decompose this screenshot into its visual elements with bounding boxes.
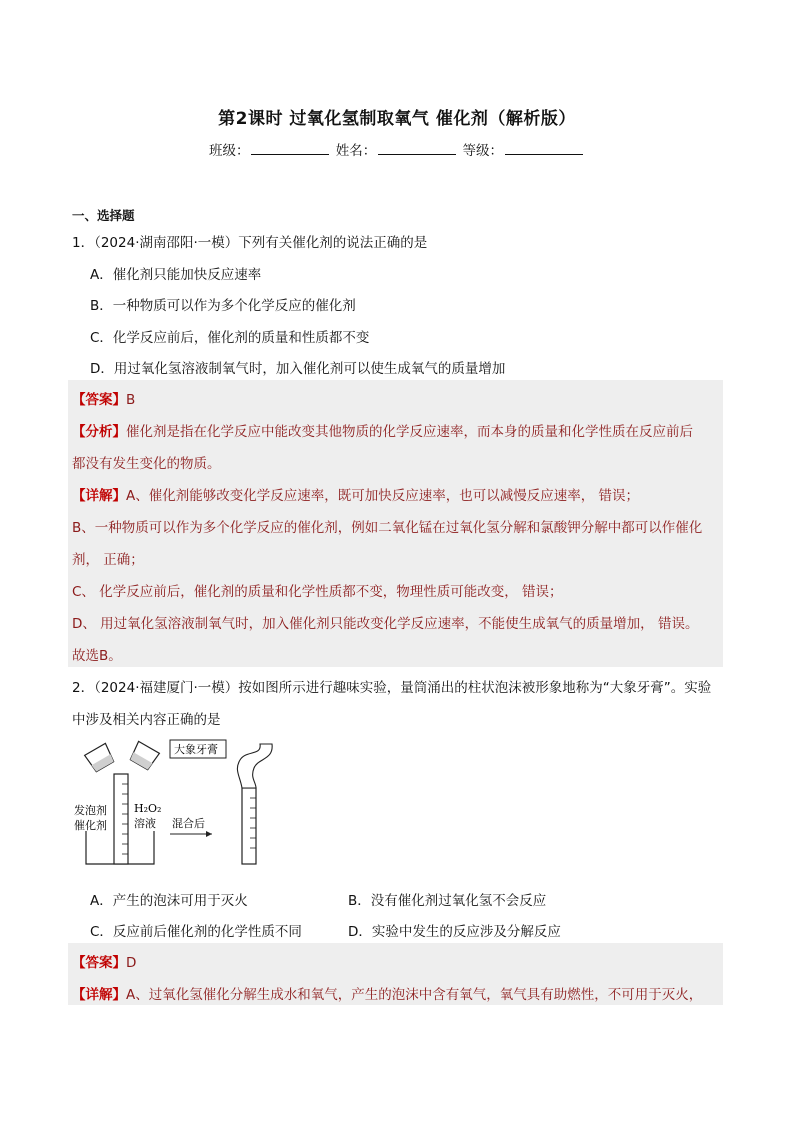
student-info-line bbox=[0, 139, 794, 159]
page-title: 第2课时 过氧化氢制取氧气 催化剂（解析版） bbox=[218, 109, 576, 129]
name-blank[interactable] bbox=[378, 142, 456, 155]
q1-detail-line-5: D、 用过氧化氢溶液制氧气时，加入催化剂只能改变化学反应速率，不能使生成氧气的质量增加， 错误。 bbox=[72, 616, 699, 632]
left-pouring-beaker-icon bbox=[85, 743, 116, 772]
label-toothpaste: 大象牙膏 bbox=[174, 743, 218, 756]
q2-answer bbox=[72, 951, 136, 971]
class-label: 班级： bbox=[208, 143, 250, 159]
detail-tag: 【详解】 bbox=[72, 488, 126, 504]
cylinder-icon bbox=[114, 774, 128, 864]
q1-detail-line-2: B、一种物质可以作为多个化学反应的催化剂，例如二氧化锰在过氧化氢分解和氯酸钾分解中都可以作催化 bbox=[72, 520, 703, 536]
q2-option-c: C．反应前后催化剂的化学性质不同 bbox=[90, 924, 302, 940]
grade-label: 等级： bbox=[462, 143, 504, 159]
right-pouring-beaker-icon bbox=[129, 741, 160, 770]
answer-value: D bbox=[126, 955, 137, 971]
q1-detail-line bbox=[72, 484, 639, 504]
q1-option-a: A．催化剂只能加快反应速率 bbox=[90, 267, 262, 283]
section-heading: 一、选择题 bbox=[72, 208, 135, 223]
q1-detail-line-4: C、 化学反应前后，催化剂的质量和化学性质都不变，物理性质可能改变， 错误； bbox=[72, 584, 563, 600]
q2-stem-2: 中涉及相关内容正确的是 bbox=[72, 712, 221, 728]
analysis-tag: 【分析】 bbox=[72, 424, 126, 440]
label-h2o2: H₂O₂ bbox=[134, 802, 162, 815]
q1-analysis-line-2: 都没有发生变化的物质。 bbox=[72, 456, 221, 472]
q1-detail-line-6: 故选B。 bbox=[72, 648, 122, 664]
label-solution: 溶液 bbox=[134, 817, 156, 830]
q2-option-a: A．产生的泡沫可用于灭火 bbox=[90, 893, 248, 909]
label-catalyst: 催化剂 bbox=[74, 819, 107, 832]
label-mixed: 混合后 bbox=[172, 817, 205, 830]
q2-stem: 2．（2024·福建厦门·一模）按如图所示进行趣味实验，量筒涌出的柱状泡沫被形象地称为“大象牙膏”。实验 bbox=[72, 680, 712, 696]
grade-blank[interactable] bbox=[505, 142, 583, 155]
answer-value: B bbox=[126, 392, 136, 408]
q2-detail-line bbox=[72, 983, 702, 1003]
detail-tag: 【详解】 bbox=[72, 987, 126, 1003]
experiment-figure bbox=[72, 736, 282, 866]
q2-option-d: D．实验中发生的反应涉及分解反应 bbox=[348, 924, 561, 940]
label-foaming: 发泡剂 bbox=[74, 804, 107, 817]
class-blank[interactable] bbox=[251, 142, 329, 155]
answer-tag: 【答案】 bbox=[72, 392, 126, 408]
answer-tag: 【答案】 bbox=[72, 955, 126, 971]
q1-detail-line-3: 剂， 正确； bbox=[72, 552, 144, 568]
q1-answer bbox=[72, 388, 135, 408]
name-label: 姓名： bbox=[335, 143, 377, 159]
q1-option-c: C．化学反应前后，催化剂的质量和性质都不变 bbox=[90, 330, 370, 346]
q1-option-d: D．用过氧化氢溶液制氧气时，加入催化剂可以使生成氧气的质量增加 bbox=[90, 361, 506, 377]
q2-option-b: B．没有催化剂过氧化氢不会反应 bbox=[348, 893, 547, 909]
foam-icon bbox=[237, 744, 272, 788]
q1-analysis-line bbox=[72, 420, 693, 440]
q1-stem: 1．（2024·湖南邵阳·一模）下列有关催化剂的说法正确的是 bbox=[72, 235, 428, 251]
foam-cylinder-icon bbox=[242, 788, 256, 864]
analysis-text: 催化剂是指在化学反应中能改变其他物质的化学反应速率，而本身的质量和化学性质在反应前后 bbox=[126, 424, 693, 440]
detail-text: A、催化剂能够改变化学反应速率，既可加快反应速率，也可以减慢反应速率， 错误； bbox=[126, 488, 640, 504]
detail-text: A、过氧化氢催化分解生成水和氧气，产生的泡沫中含有氧气，氧气具有助燃性，不可用于灭火， bbox=[126, 987, 703, 1003]
q1-option-b: B．一种物质可以作为多个化学反应的催化剂 bbox=[90, 298, 356, 314]
